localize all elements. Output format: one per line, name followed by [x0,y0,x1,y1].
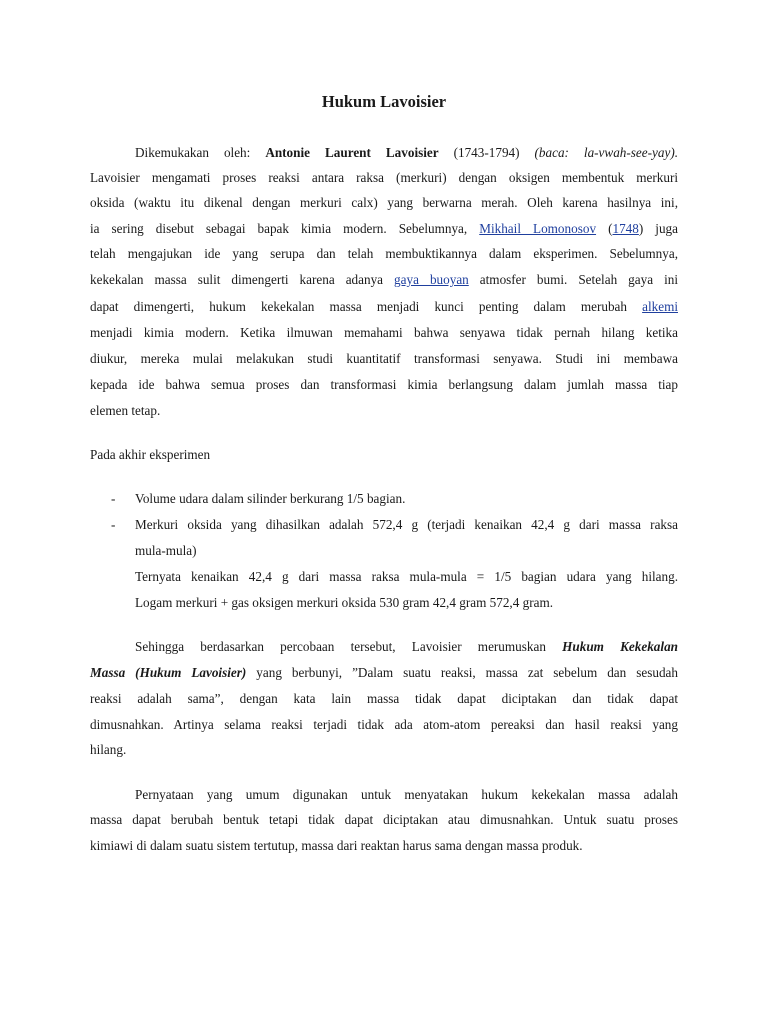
intro-line-5: telah mengajukan ide yang serupa dan telah membuktikannya dalam eksperimen. Sebelumnya, [90,246,678,261]
pronunciation-note: (baca: la-vwah-see-yay). [534,145,679,160]
intro-line-11: elemen tetap. [90,403,161,418]
text-span: ia sering disebut sebagai bapak kimia modern. Sebelumnya, [90,221,480,236]
list-item-continuation: Logam merkuri + gas oksigen merkuri oksida 530 gram 42,4 gram 572,4 gram. [135,595,553,610]
intro-line-10: kepada ide bahwa semua proses dan transformasi kimia berlangsung dalam jumlah massa tiap [90,377,678,392]
link-gaya-buoyan[interactable]: gaya buoyan [394,272,469,287]
text-span: (1743-1794) [438,145,535,160]
list-item: Volume udara dalam silinder berkurang 1/5 bagian. [135,491,406,506]
text-span: yang berbunyi, ”Dalam suatu reaksi, massa zat sebelum dan sesudah [246,665,679,680]
text-span: ) juga [638,221,678,236]
page-title: Hukum Lavoisier [321,92,447,111]
link-1748[interactable]: 1748 [612,221,639,236]
list-bullet: - [111,517,116,532]
statement-line-3: kimiawi di dalam suatu sistem tertutup, massa dari reaktan harus sama dengan massa produk. [90,838,583,853]
law-line-3: reaksi adalah sama”, dengan kata lain massa tidak dapat diciptakan dan tidak dapat [90,691,678,706]
list-item-continuation: mula-mula) [135,543,197,558]
intro-line-2: Lavoisier mengamati proses reaksi antara raksa (merkuri) dengan oksigen membentuk merkuri [90,170,678,185]
author-name: Antonie Laurent Lavoisier [265,145,439,160]
intro-line-6 [90,271,678,288]
law-line-5: hilang. [90,742,127,757]
intro-line-4 [90,220,678,237]
statement-line-1: Pernyataan yang umum digunakan untuk menyatakan hukum kekekalan massa adalah [135,787,678,802]
list-item-continuation: Ternyata kenaikan 42,4 g dari massa raksa mula-mula = 1/5 bagian udara yang hilang. [135,569,678,584]
law-name: Hukum Kekekalan [562,639,678,654]
text-span: ( [596,221,613,236]
paragraph-experiment-intro: Pada akhir eksperimen [90,447,211,462]
list-item: Merkuri oksida yang dihasilkan adalah 572,4 g (terjadi kenaikan 42,4 g dari massa raksa [135,517,678,532]
law-line-4: dimusnahkan. Artinya selama reaksi terjadi tidak ada atom-atom pereaksi dan hasil reaksi yang [90,717,678,732]
law-line-2 [90,664,678,681]
text-span: dapat dimengerti, hukum kekekalan massa menjadi kunci penting dalam merubah [90,299,643,314]
statement-line-2: massa dapat berubah bentuk tetapi tidak dapat diciptakan atau dimusnahkan. Untuk suatu proses [90,812,678,827]
law-name: Massa (Hukum Lavoisier) [90,665,247,680]
law-line-1 [135,638,678,655]
text-span: Sehingga berdasarkan percobaan tersebut, Lavoisier merumuskan [135,639,563,654]
link-mikhail-lomonosov[interactable]: Mikhail Lomonosov [479,221,597,236]
intro-line-7 [90,298,678,315]
intro-line-1 [135,144,678,161]
text-span: kekekalan massa sulit dimengerti karena adanya [90,272,395,287]
text-span: Dikemukakan oleh: [135,145,266,160]
intro-line-8: menjadi kimia modern. Ketika ilmuwan memahami bahwa senyawa tidak pernah hilang ketika [90,325,678,340]
text-span: atmosfer bumi. Setelah gaya ini [468,272,678,287]
link-alkemi[interactable]: alkemi [642,299,678,314]
list-bullet: - [111,491,116,506]
intro-line-3: oksida (waktu itu dikenal dengan merkuri calx) yang berwarna merah. Oleh karena hasilnya ini, [90,195,678,210]
intro-line-9: diukur, mereka mulai melakukan studi kuantitatif transformasi senyawa. Studi ini membawa [90,351,678,366]
